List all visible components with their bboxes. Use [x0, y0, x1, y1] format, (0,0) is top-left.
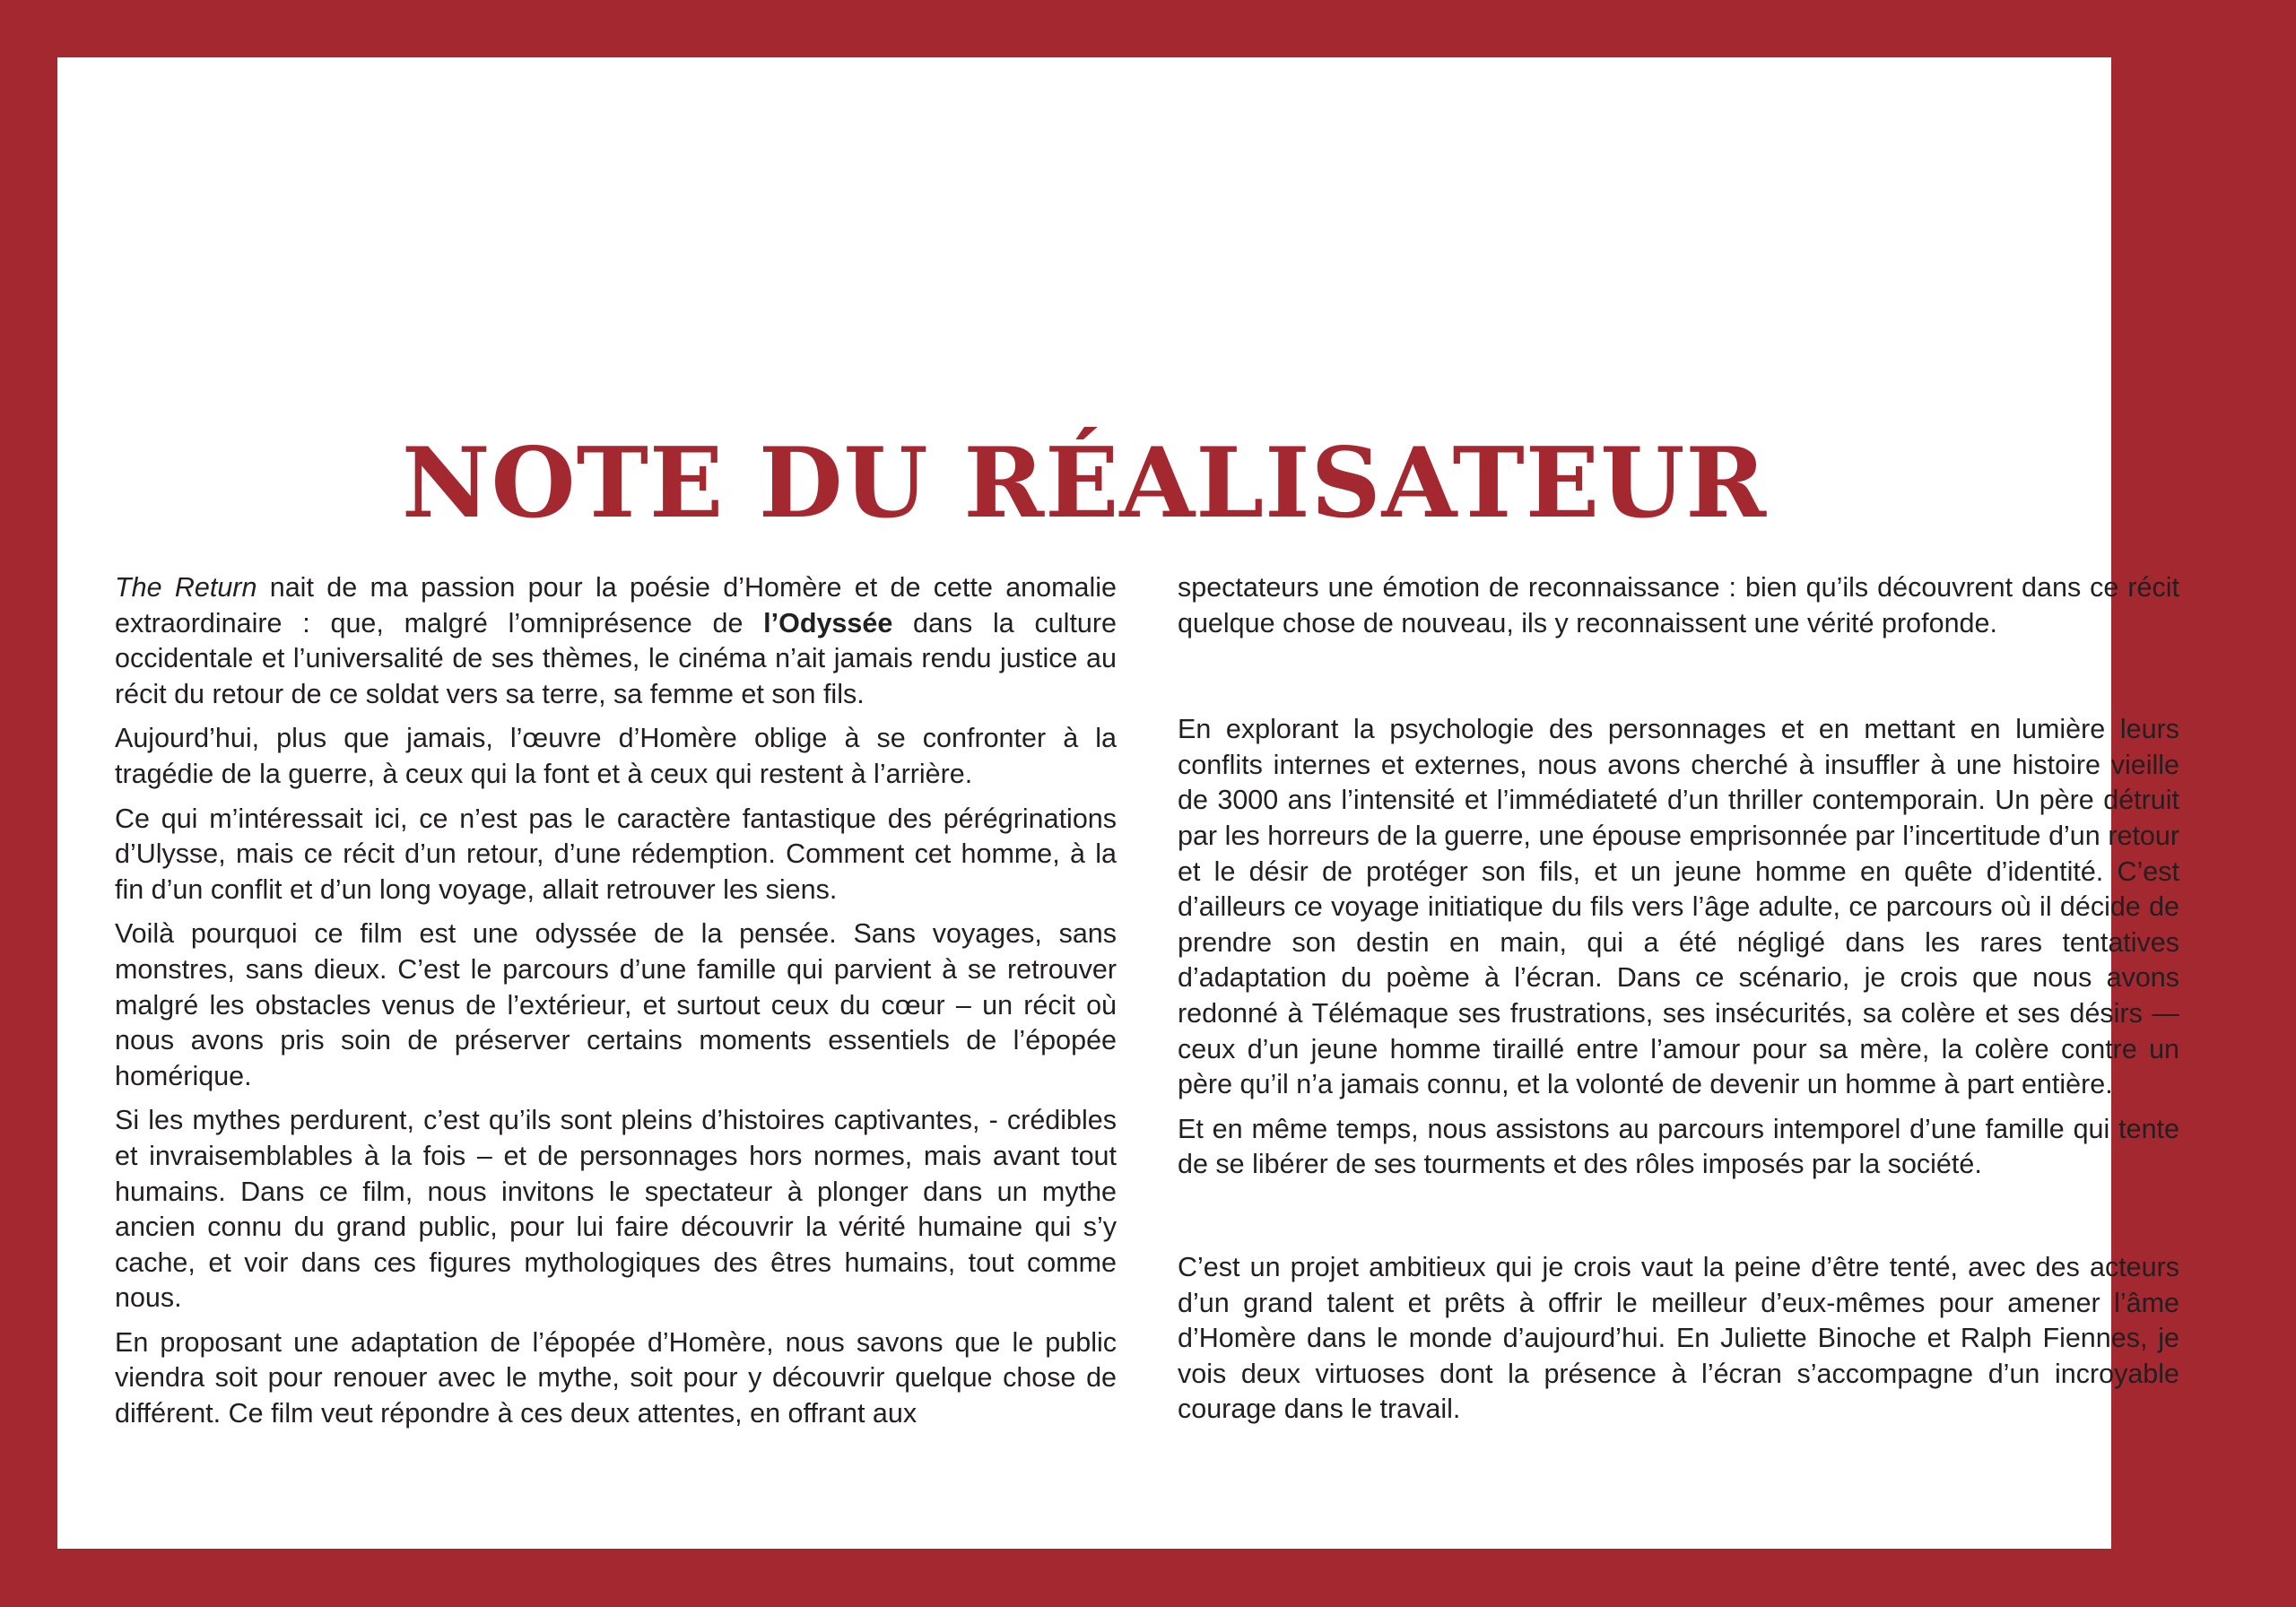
odyssey-emphasis: l’Odyssée — [763, 607, 893, 638]
paragraph-2: Aujourd’hui, plus que jamais, l’œuvre d’Homère oblige à se confronter à la tragédie de la guerre, à ceux qui la font et à ceux qui restent à l’arrière. — [115, 723, 1117, 789]
paragraph-6: En proposant une adaptation de l’épopée d’Homère, nous savons que le public viendra soit pour renouer avec le mythe, soit pour y découvrir quelque chose de différent. Ce film veut répondre à ces deux attentes, en offrant aux — [115, 1326, 1117, 1429]
document-page — [57, 57, 2179, 1549]
paragraph-7: spectateurs une émotion de reconnaissance : bien qu’ils découvrent dans ce récit quelque chose de nouveau, ils y reconnaissent une vérité profonde. — [1178, 572, 2179, 638]
paragraph-4: Voilà pourquoi ce film est une odyssée de la pensée. Sans voyages, sans monstres, sans dieux. C’est le parcours d’une famille qui parvient à se retrouver malgré les obstacles venus de l’extérieur, et surtout ceux du cœur – un récit où nous avons pris soin de préserver certains moments essentiels de l’épopée homérique. — [115, 918, 1117, 1091]
paragraph-1 — [115, 570, 1117, 712]
paragraph-9: Et en même temps, nous assistons au parcours intemporel d’une famille qui tente de se libérer de ses tourments et des rôles imposés par la société. — [1178, 1113, 2179, 1180]
paragraph-1-text-b: dans la culture occidentale et l’universalité de ses thèmes, le cinéma n’ait jamais rendu justice au récit du retour de ce soldat vers sa terre, sa femme et son fils. — [115, 607, 1117, 709]
right-column — [1178, 570, 2179, 1428]
paragraph-10: C’est un projet ambitieux qui je crois vaut la peine d’être tenté, avec des acteurs d’un grand talent et prêts à offrir le meilleur d’eux-mêmes pour amener l’âme d’Homère dans le monde d’aujourd’hui. En Juliette Binoche et Ralph Fiennes, je vois deux virtuoses dont la présence à l’écran s’accompagne d’un incroyable courage dans le travail. — [1178, 1251, 2179, 1425]
left-column — [115, 570, 1117, 1432]
paragraph-5: Si les mythes perdurent, c’est qu’ils sont pleins d’histoires captivantes, - crédibles et invraisemblables à la fois – et de personnages hors normes, mais avant tout humains. Dans ce film, nous invitons le spectateur à plonger dans un mythe ancien connu du grand public, pour lui faire découvrir la vérité humaine qui s’y cache, et voir dans ces figures mythologiques des êtres humains, tout comme nous. — [115, 1105, 1117, 1314]
paragraph-3: Ce qui m’intéressait ici, ce n’est pas le caractère fantastique des pérégrinations d’Ulysse, mais ce récit d’un retour, d’une rédemption. Comment cet homme, à la fin d’un conflit et d’un long voyage, allait retrouver les siens. — [115, 803, 1117, 905]
film-title: The Return — [115, 572, 257, 603]
paragraph-1-text-a: nait de ma passion pour la poésie d’Homère et de cette anomalie extraordinaire : que, malgré l’omniprésence de — [115, 572, 1117, 638]
page-title: NOTE DU RÉALISATEUR — [401, 427, 1768, 540]
paragraph-8: En explorant la psychologie des personnages et en mettant en lumière leurs conflits internes et externes, nous avons cherché à insuffler à une histoire vieille de 3000 ans l’intensité et l’immédiateté d’un thriller contemporain. Un père détruit par les horreurs de la guerre, une épouse emprisonnée par l’incertitude d’un retour et le désir de protéger son fils, et un jeune homme en quête d’identité. C’est d’ailleurs ce voyage initiatique du fils vers l’âge adulte, ce parcours où il décide de prendre son destin en main, qui a été négligé dans les rares tentatives d’adaptation du poème à l’écran. Dans ce scénario, je crois que nous avons redonné à Télémaque ses frustrations, ses insécurités, sa colère et ses désirs — ceux d’un jeune homme tiraillé entre l’amour pour sa mère, la colère contre un père qu’il n’a jamais connu, et la volonté de devenir un homme à part entière. — [1178, 714, 2179, 1100]
